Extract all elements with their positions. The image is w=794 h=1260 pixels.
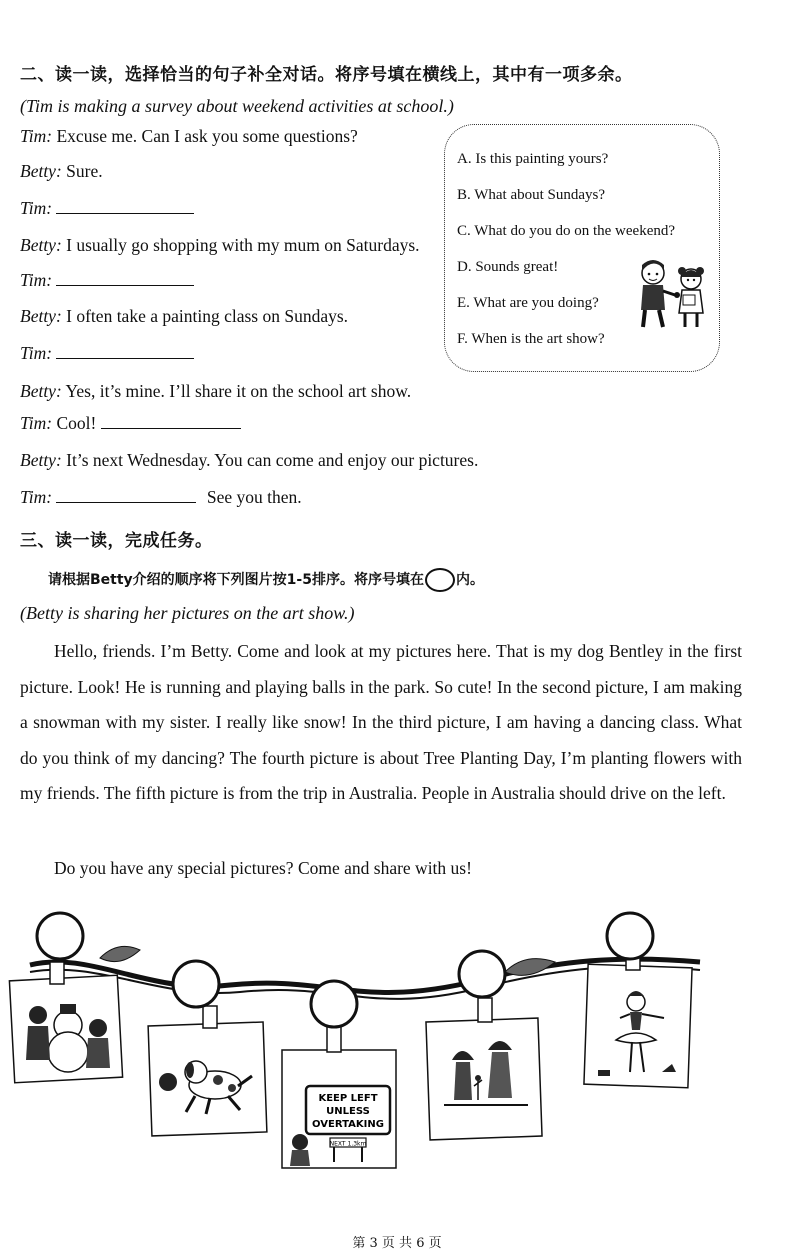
dialogue-line [20,161,103,182]
dialogue-line [20,487,302,508]
option-item: D. Sounds great! [457,259,559,275]
dialogue-line [20,450,478,471]
option-item: E. What are you doing? [457,295,599,311]
sign-line-3: OVERTAKING [312,1119,384,1130]
dialogue-text: I usually go shopping with my mum on Saturdays. [66,235,420,255]
picture-dog [148,1006,267,1136]
dialogue-text: Yes, it’s mine. I’ll share it on the school art show. [65,381,412,401]
page-footer: 第 3 页 共 6 页 [352,1236,442,1251]
answer-blank[interactable] [56,488,196,503]
speaker-label: Betty: [20,381,62,401]
dialogue-line [20,126,358,147]
dialogue-line [20,270,194,291]
sign-plate: NEXT 1.3km [329,1140,367,1148]
sign-line-1: KEEP LEFT [318,1093,378,1104]
picture-snowman [9,962,122,1083]
dialogue-line [20,306,348,327]
pictures-illustration [0,900,794,1190]
option-item: C. What do you do on the weekend? [457,223,676,239]
passage-paragraph-2: Do you have any special pictures? Come and share with us! [54,858,472,878]
speaker-label: Betty: [20,161,62,181]
option-item: F. When is the art show? [457,331,605,347]
dialogue-line [20,413,241,434]
picture-keep-left-sign [282,1026,396,1168]
section2-context: (Tim is making a survey about weekend activities at school.) [20,96,454,116]
speaker-label: Tim: [20,343,53,363]
dialogue-text: I often take a painting class on Sundays. [66,306,349,326]
option-item: B. What about Sundays? [457,187,606,203]
passage-paragraph-1: Hello, friends. I’m Betty. Come and look at my pictures here. That is my dog Bentley in the first picture. Look! He is running and playing balls in the park. So cute! In the second picture, I am making a snowman with my sister. I really like snow! In the third picture, I am having a dancing class. What do you think of my dancing? The fourth picture is about Tree Planting Day, I’m planting flowers with my friends. The fifth picture is from the trip in Australia. People in Australia should drive on the left. [20,641,742,803]
interview-illustration [633,255,713,335]
dialogue-text: Cool! [56,413,97,433]
answer-blank[interactable] [101,414,241,429]
speaker-label: Betty: [20,235,62,255]
speaker-label: Tim: [20,413,53,433]
dialogue-after-text: See you then. [206,487,302,507]
answer-circle-5 [607,913,653,959]
answer-blank[interactable] [56,271,194,286]
leaf-left [100,946,140,961]
answer-circle-3 [311,981,357,1027]
speaker-label: Tim: [20,126,53,146]
dialogue-text: Sure. [66,161,103,181]
section3-instruction [48,568,484,592]
answer-circle-2 [173,961,219,1007]
answer-circle-4 [459,951,505,997]
section3-context: (Betty is sharing her pictures on the art show.) [20,603,355,623]
speaker-label: Tim: [20,198,53,218]
picture-planting [426,998,542,1140]
answer-circle-sample [425,568,455,592]
speaker-label: Betty: [20,450,62,470]
dialogue-line [20,198,194,219]
speaker-label: Tim: [20,270,53,290]
options-box [444,124,720,372]
sign-line-2: UNLESS [326,1106,370,1117]
leaf-right [505,959,555,976]
option-item: A. Is this painting yours? [457,151,609,167]
answer-blank[interactable] [56,344,194,359]
speaker-label: Tim: [20,487,53,507]
speaker-label: Betty: [20,306,62,326]
answer-circle-1 [37,913,83,959]
section2-title: 二、读一读，选择恰当的句子补全对话。将序号填在横线上，其中有一项多余。 [20,65,633,85]
dialogue-line [20,343,194,364]
dialogue-text: Excuse me. Can I ask you some questions? [56,126,358,146]
instruction-text: 请根据Betty介绍的顺序将下列图片按1-5排序。将序号填在 [48,572,424,588]
answer-blank[interactable] [56,199,194,214]
section3-title: 三、读一读，完成任务。 [20,531,213,551]
dialogue-line [20,381,411,402]
dialogue-text: It’s next Wednesday. You can come and enjoy our pictures. [66,450,479,470]
picture-dancing [584,948,692,1088]
instruction-end: 内。 [455,572,484,588]
dialogue-line [20,235,420,256]
